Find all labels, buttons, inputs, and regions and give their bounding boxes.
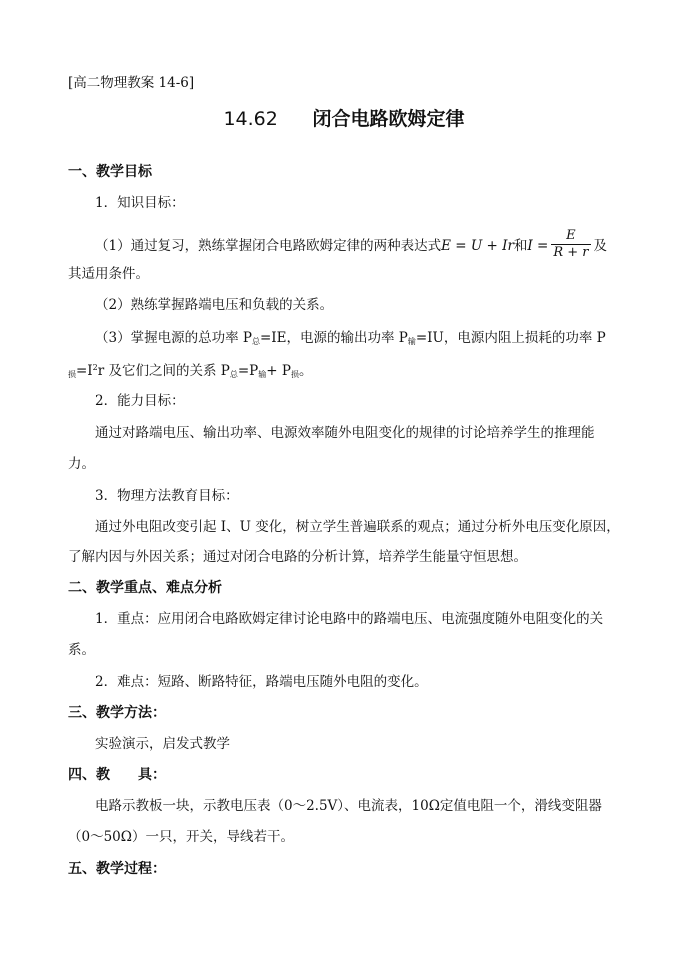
ability-goal-label: 2．能力目标： [95, 393, 185, 409]
goal-3-text-h: 。 [298, 363, 313, 379]
section-3-heading: 三、教学方法： [68, 705, 166, 721]
goal-1-and: 和 [513, 238, 528, 254]
goal-3-text-c: =IU，电源内阻上损耗的功率 P [415, 330, 606, 346]
teaching-method-text: 实验演示，启发式教学 [95, 736, 230, 752]
title-number: 14.62 [223, 108, 278, 130]
page-title [0, 104, 688, 131]
knowledge-goal-1-cont: 其适用条件。 [68, 266, 149, 282]
title-text: 闭合电路欧姆定律 [312, 108, 465, 130]
section-1-heading: 一、教学目标 [68, 164, 152, 180]
goal-3-text-b: =IE，电源的输出功率 P [259, 330, 408, 346]
goal-1-tail: 及 [593, 238, 608, 254]
equipment-text: 电路示教板一块，示教电压表（0～2.5V）、电流表，10Ω定值电阻一个，滑线变阻器 [95, 798, 602, 814]
section-5-heading: 五、教学过程： [68, 861, 166, 877]
method-goal-text: 通过外电阻改变引起 I、U 变化，树立学生普遍联系的观点；通过分析外电压变化原因， [95, 519, 620, 535]
ability-goal-text-cont: 力。 [68, 456, 95, 472]
goal-3-text-e: r 及它们之间的关系 P [97, 363, 230, 379]
goal-3-text-g: + P [266, 363, 291, 379]
subscript-total-2: 总 [229, 370, 238, 379]
subscript-loss: 损 [68, 370, 76, 379]
goal-3-text-a: （3）掌握电源的总功率 P [95, 330, 252, 346]
goal-3-text-d: =I [76, 363, 93, 379]
header-tag: [高二物理教案 14-6] [68, 75, 195, 91]
superscript-2: 2 [92, 363, 98, 372]
method-goal-label: 3．物理方法教育目标： [95, 488, 239, 504]
goal-1-text: （1）通过复习，熟练掌握闭合电路欧姆定律的两种表达式 [95, 238, 442, 254]
section-2-heading: 二、教学重点、难点分析 [68, 580, 222, 596]
formula-i-lhs: I = [527, 238, 549, 254]
subscript-output: 输 [407, 337, 416, 346]
knowledge-goal-2: （2）熟练掌握路端电压和负载的关系。 [95, 297, 334, 313]
knowledge-goal-3 [95, 329, 606, 351]
formula-e-equals-u-plus-ir: E = U + Ir [441, 238, 514, 254]
knowledge-goal-1 [95, 230, 607, 263]
subscript-loss-2: 损 [290, 370, 299, 379]
subscript-output-2: 输 [258, 370, 267, 379]
difficulty-text: 2．难点：短路、断路特征，路端电压随外电阻的变化。 [95, 674, 428, 690]
ability-goal-text: 通过对路端电压、输出功率、电源效率随外电阻变化的规律的讨论培养学生的推理能 [95, 425, 595, 441]
knowledge-goal-3-cont [68, 359, 312, 384]
fraction-denominator: R + r [553, 245, 589, 260]
knowledge-goal-label: 1．知识目标： [95, 195, 185, 211]
subscript-total: 总 [251, 337, 260, 346]
key-point-text: 1．重点：应用闭合电路欧姆定律讨论电路中的路端电压、电流强度随外电阻变化的关 [95, 611, 604, 627]
goal-3-text-f: =P [237, 363, 259, 379]
section-4-heading: 四、教 具： [68, 767, 166, 783]
method-goal-text-cont: 了解内因与外因关系；通过对闭合电路的分析计算，培养学生能量守恒思想。 [68, 549, 527, 565]
equipment-text-cont: （0～50Ω）一只，开关，导线若干。 [68, 829, 294, 845]
fraction-numerator: E [566, 228, 576, 243]
key-point-text-cont: 系。 [68, 642, 95, 658]
formula-fraction [551, 228, 590, 261]
